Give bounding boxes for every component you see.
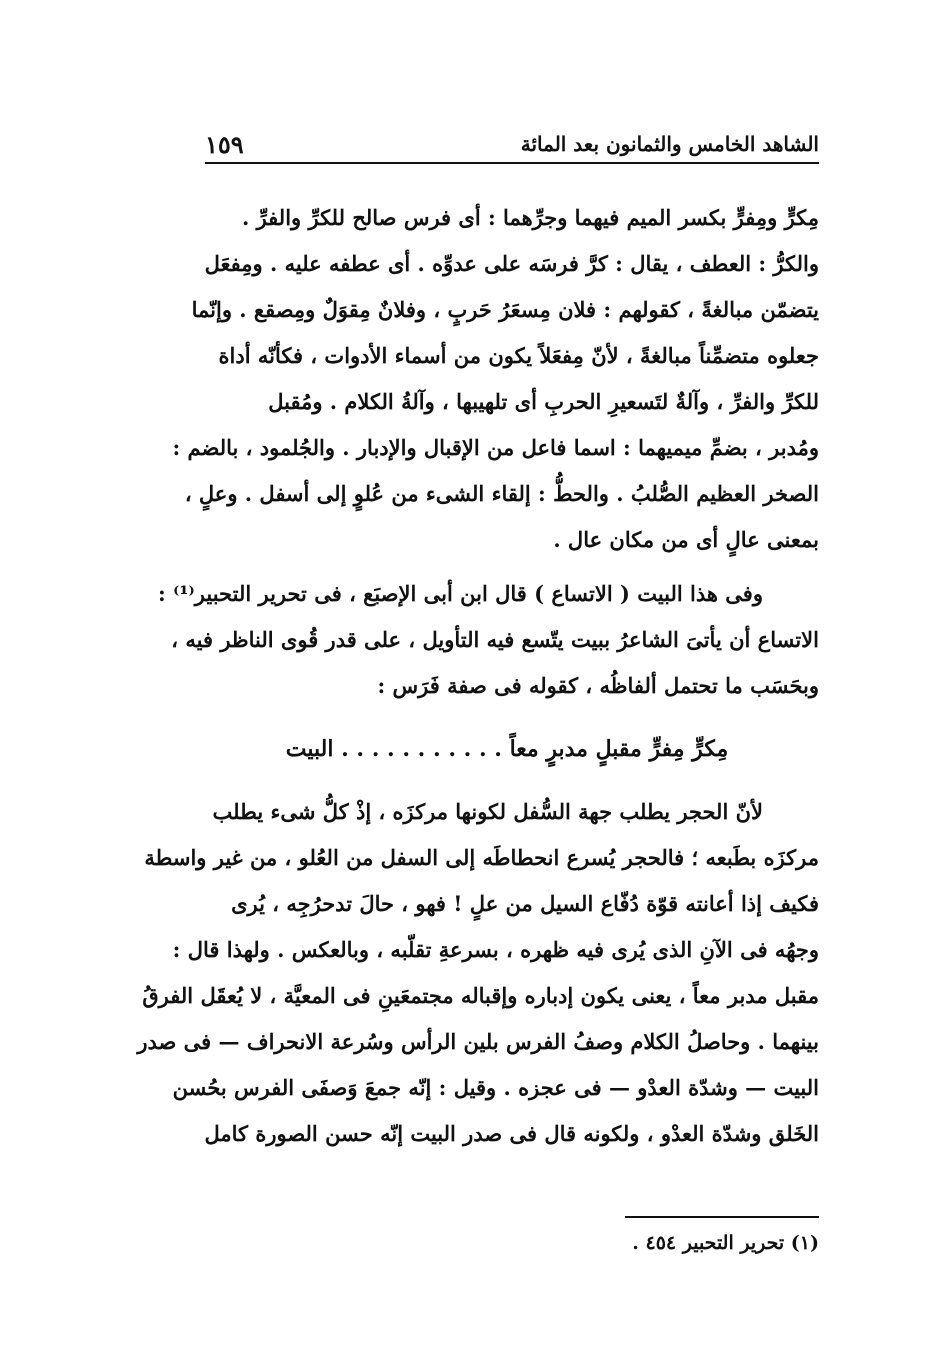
running-title: الشاهد الخامس والثمانون بعد المائة — [520, 132, 819, 156]
text-line: ومُدبر ، بضمِّ ميميهما : اسما فاعل من الإقبال والإدبار . والجُلمود ، بالضم : — [172, 435, 819, 460]
paragraph-1 — [172, 195, 819, 563]
paragraph-gap — [195, 563, 819, 571]
body-text — [137, 195, 819, 1157]
text-line: مِكرٍّ ومِفرٍّ بكسر الميم فيهما وجرِّهما : أى فرس صالح للكرِّ والفرِّ . — [241, 205, 819, 230]
text-line: والكرُّ : العطف ، يقال : كرَّ فرسَه على عدوِّه . أى عطفه عليه . ومِفعَل — [204, 251, 819, 276]
text-line: فكيف إذا أعانته قوّة دُفّاع السيل من علٍ ! فهو ، حالَ تدحرُجِه ، يُرى — [231, 891, 819, 916]
text-line: بينهما . وحاصلُ الكلام وصفُ الفرس بلين الرأس وسُرعة الانحراف — فى صدر — [137, 1029, 819, 1054]
text-line: الصخر العظيم الصُّلبُ . والحطُّ : إلقاء الشىء من عُلوٍ إلى أسفل . وعلٍ ، — [184, 481, 819, 506]
header-rule — [205, 162, 819, 164]
text-line: للكرِّ والفرِّ ، وآلةٌ لتَسعيرِ الحربِ أى تلهيبها ، وآلةُ الكلام . ومُقبل — [268, 389, 819, 414]
footnote-rule — [625, 1216, 819, 1218]
text-line: الاتساع أن يأتىَ الشاعرُ ببيت يتّسع فيه التأويل ، على قدر قُوى الناظر فيه ، — [171, 627, 819, 652]
text-line: مقبل مدبر معاً ، يعنى يكون إدباره وإقباله مجتمعَينِ فى المعيَّة ، لا يُعقَل الفرقُ — [142, 983, 819, 1008]
page-number: ١٥٩ — [205, 130, 244, 159]
text-line: وجهُه فى الآنِ الذى يُرى فيه ظهره ، بسرعةِ تقلّبه ، وبالعكس . ولهذا قال : — [172, 937, 819, 962]
text-line: لأنّ الحجر يطلب جهة السُّفل لكونها مركزَه ، إذْ كلُّ شىء يطلب — [212, 799, 763, 824]
text-line: يتضمّن مبالغةً ، كقولهم : فلان مِسعَرُ حَربٍ ، وفلانٌ مِقوَلٌ ومِصقع . وإنّما — [191, 297, 819, 322]
poem-verse: مِكرٍّ مِفرٍّ مقبلٍ مدبرٍ معاً . . . . . . . . . . . البيت — [285, 736, 729, 762]
text-line: وفى هذا البيت ( الاتساع ) قال ابن أبى الإصبَع ، فى تحرير التحبير⁽¹⁾ : — [158, 581, 763, 606]
text-line: البيت — وشدّة العدْو — فى عجزه . وقيل : إنّه جمعَ وَصفَى الفرس بحُسن — [172, 1075, 819, 1100]
footnote: (١) تحرير التحبير ٤٥٤ . — [632, 1232, 819, 1254]
paragraph-3 — [137, 789, 819, 1157]
paragraph-2 — [158, 571, 819, 709]
text-line: الخَلق وشدّة العدْو ، ولكونه قال فى صدر البيت إنّه حسن الصورة كامل — [204, 1121, 819, 1146]
text-line: مركزَه بطَبعه ؛ فالحجر يُسرع انحطاطَه إلى السفل من العُلو ، من غير واسطة — [144, 845, 819, 870]
text-line: وبحَسَب ما تحتمل ألفاظُه ، كقوله فى صفة فَرَس : — [377, 673, 819, 698]
text-line: جعلوه متضمِّناً مبالغةً ، لأنّ مِفعَلاً يكون من أسماء الأدوات ، فكأنّه أداة — [218, 343, 819, 368]
text-line: بمعنى عالٍ أى من مكان عال . — [553, 527, 819, 552]
